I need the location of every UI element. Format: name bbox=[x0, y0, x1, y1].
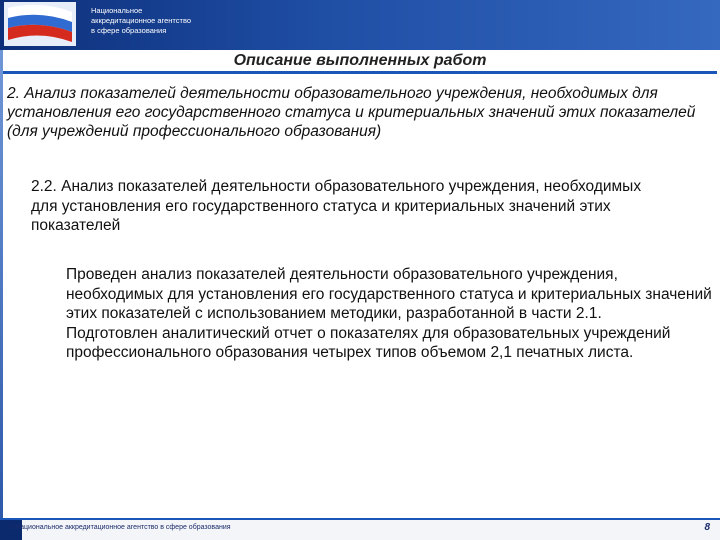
body-text bbox=[66, 265, 716, 363]
copyright-text: © Национальное аккредитационное агентство в сфере образования bbox=[8, 524, 231, 531]
org-name-line3: в сфере образования bbox=[91, 26, 167, 35]
org-name-line1: Национальное bbox=[91, 6, 143, 15]
org-name-line2: аккредитационное агентство bbox=[91, 16, 192, 25]
title-bar bbox=[3, 51, 717, 74]
page-number: 8 bbox=[704, 522, 710, 533]
footer-divider bbox=[0, 518, 720, 520]
slide-title: Описание выполненных работ bbox=[233, 52, 487, 69]
slide-header bbox=[0, 0, 720, 50]
subsection-heading: 2.2. Анализ показателей деятельности образовательного учреждения, необходимых для установления его государственного статуса и критериальных значений этих показателей bbox=[31, 178, 642, 234]
section-heading: 2. Анализ показателей деятельности образовательного учреждения, необходимых для установления его государственного статуса и критериальных значений этих показателей (для учреждений профессионального образования) bbox=[7, 85, 696, 140]
organization-name bbox=[91, 6, 291, 36]
paragraph-analysis: Проведен анализ показателей деятельности образовательного учреждения, необходимых для установления его государственного статуса и критериальных значений этих показателей с использованием методики, разработанной в части 2.1. bbox=[66, 266, 712, 322]
flag-logo-icon bbox=[4, 2, 76, 46]
paragraph-report: Подготовлен аналитический отчет о показателях для образовательных учреждений профессионального образования четырех типов объемом 2,1 печатных листа. bbox=[66, 324, 671, 361]
